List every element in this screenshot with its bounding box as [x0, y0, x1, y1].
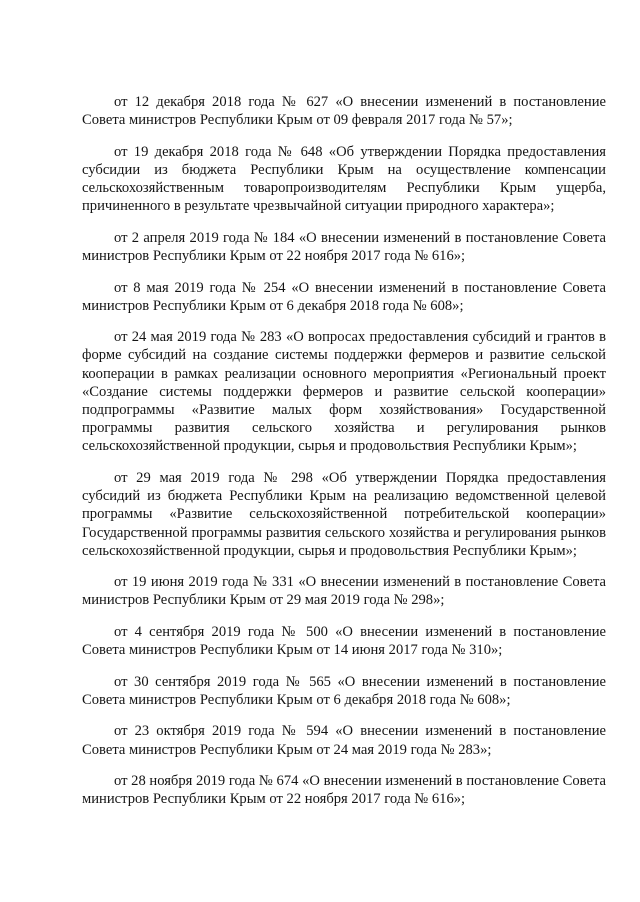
paragraph-decree-565: от 30 сентября 2019 года № 565 «О внесении изменений в постановление Совета министров Республики Крым от 6 декабря 2018 года № 608»;	[82, 673, 606, 708]
paragraph-decree-594: от 23 октября 2019 года № 594 «О внесении изменений в постановление Совета министров Республики Крым от 24 мая 2019 года № 283»;	[82, 723, 606, 758]
paragraph-decree-298: от 29 мая 2019 года № 298 «Об утверждении Порядка предоставления субсидий из бюджета Республики Крым на реализацию ведомственной целевой программы «Развитие сельскохозяйственной потребительской кооперации» Государственной программы развития сельского хозяйства и регулирования рынков сельскохозяйственной продукции, сырья и продовольствия Республики Крым»;	[82, 469, 606, 559]
paragraph-decree-283: от 24 мая 2019 года № 283 «О вопросах предоставления субсидий и грантов в форме субсидий на создание системы поддержки фермеров и развитие сельской кооперации в рамках реализации основного мероприятия «Региональный проект «Создание системы поддержки фермеров и развитие сельской кооперации» подпрограммы «Развитие малых форм хозяйствования» Государственной программы развития сельского хозяйства и регулирования рынков сельскохозяйственной продукции, сырья и продовольствия Республики Крым»;	[82, 329, 606, 455]
paragraph-decree-648: от 19 декабря 2018 года № 648 «Об утверждении Порядка предоставления субсидии из бюджета Республики Крым на осуществление компенсации сельскохозяйственным товаропроизводителям Республики Крым ущерба, причиненного в результате чрезвычайной ситуации природного характера»;	[82, 143, 606, 215]
paragraph-decree-627: от 12 декабря 2018 года № 627 «О внесении изменений в постановление Совета министров Республики Крым от 09 февраля 2017 года № 57»;	[82, 94, 606, 129]
paragraph-decree-254: от 8 мая 2019 года № 254 «О внесении изменений в постановление Совета министров Республики Крым от 6 декабря 2018 года № 608»;	[82, 279, 606, 314]
paragraph-decree-674: от 28 ноября 2019 года № 674 «О внесении изменений в постановление Совета министров Республики Крым от 22 ноября 2017 года № 616»;	[82, 773, 606, 808]
paragraph-decree-500: от 4 сентября 2019 года № 500 «О внесении изменений в постановление Совета министров Республики Крым от 14 июня 2017 года № 310»;	[82, 623, 606, 659]
document-body	[82, 93, 606, 822]
paragraph-decree-331: от 19 июня 2019 года № 331 «О внесении изменений в постановление Совета министров Республики Крым от 29 мая 2019 года № 298»;	[82, 574, 606, 609]
paragraph-decree-184: от 2 апреля 2019 года № 184 «О внесении изменений в постановление Совета министров Республики Крым от 22 ноября 2017 года № 616»;	[82, 229, 606, 265]
